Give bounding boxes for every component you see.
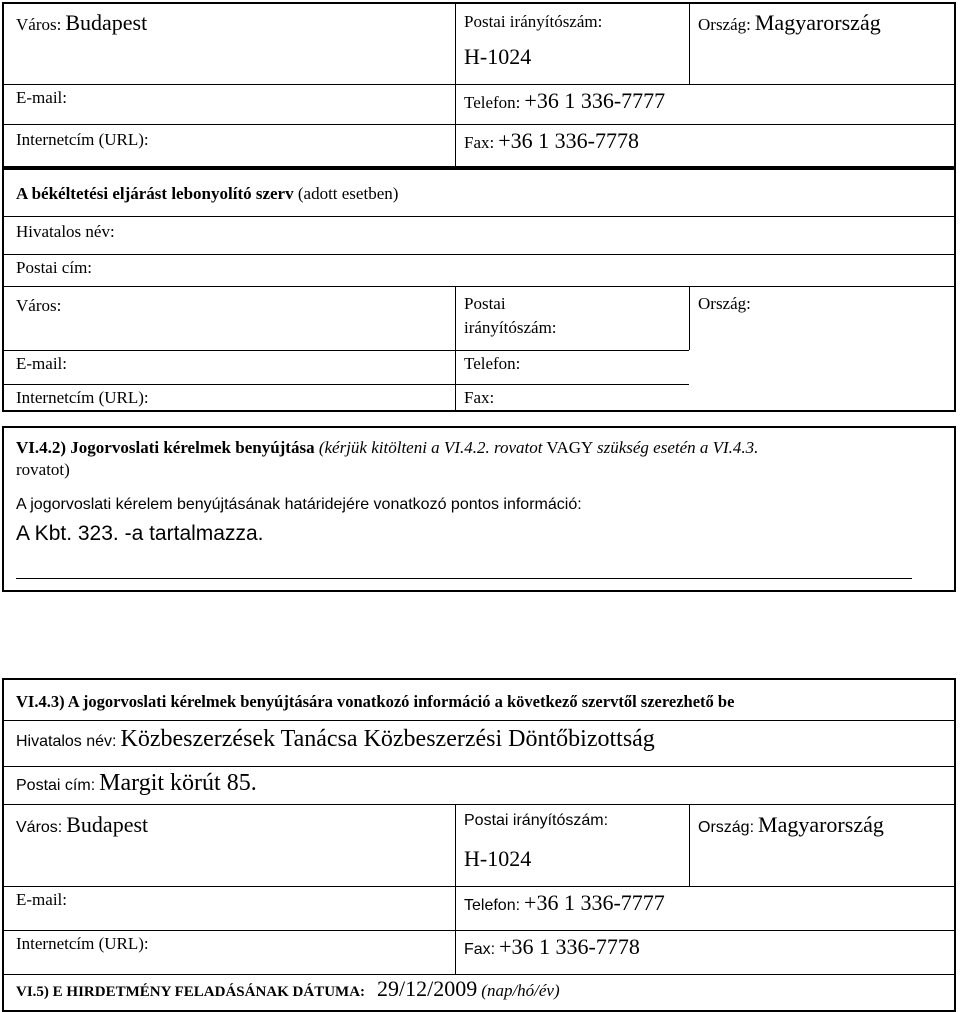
mediation-body-block xyxy=(2,168,956,412)
country-label: Ország: xyxy=(698,294,751,313)
fax-label: Fax: xyxy=(464,388,495,407)
official-name-label: Hivatalos név: xyxy=(16,733,117,750)
city-field xyxy=(16,10,147,36)
deadline-info-value-2: -a tartalmazza. xyxy=(124,522,264,545)
postal-code-value: H-1024 xyxy=(464,44,532,69)
url-label: Internetcím (URL): xyxy=(16,934,149,953)
url-label: Internetcím (URL): xyxy=(16,130,149,149)
info-source-block xyxy=(2,678,956,1012)
city-value: Budapest xyxy=(65,10,148,35)
heading-line-2: rovatot) xyxy=(16,460,70,479)
official-name-field xyxy=(16,726,655,753)
fax-field xyxy=(464,128,639,154)
postal-code-label-1: Postai xyxy=(464,294,506,313)
phone-label: Telefon: xyxy=(464,897,521,914)
phone-field xyxy=(464,88,665,114)
city-field xyxy=(16,812,148,838)
official-name-value: Közbeszerzések Tanácsa Közbeszerzési Döntőbizottság xyxy=(120,726,655,752)
country-label: Ország: xyxy=(698,15,751,34)
official-name-label: Hivatalos név: xyxy=(16,222,115,241)
heading-italic-1: (kérjük kitölteni a VI.4.2. rovatot xyxy=(318,438,543,457)
url-label: Internetcím (URL): xyxy=(16,388,149,407)
email-label: E-mail: xyxy=(16,890,67,909)
heading-italic-2: szükség esetén a VI.4.3. xyxy=(596,438,759,457)
fax-value: +36 1 336-7778 xyxy=(499,934,640,959)
country-field xyxy=(698,10,881,36)
mediation-title-bold: A békéltetési eljárást lebonyolító szerv xyxy=(16,184,294,203)
postal-address-label: Postai cím: xyxy=(16,777,96,794)
postal-address-label: Postai cím: xyxy=(16,258,93,277)
city-label: Város: xyxy=(16,296,62,315)
city-label: Város: xyxy=(16,819,63,836)
deadline-info-value-1: A Kbt. 323. xyxy=(16,522,119,545)
postal-address-value: Margit körút 85. xyxy=(99,770,257,796)
deadline-info-label: A jogorvoslati kérelem benyújtásának határidejére vonatkozó pontos információ: xyxy=(16,496,582,513)
email-label: E-mail: xyxy=(16,88,67,107)
dispatch-date-label: VI.5) E HIRDETMÉNY FELADÁSÁNAK DÁTUMA: xyxy=(16,984,366,1000)
mediation-title-rest: (adott esetben) xyxy=(297,184,399,203)
dispatch-date-value: 29/12/2009 xyxy=(377,976,478,1001)
answer-line xyxy=(16,578,912,579)
city-label: Város: xyxy=(16,15,62,34)
city-value: Budapest xyxy=(66,812,149,837)
country-value: Magyarország xyxy=(758,812,884,837)
postal-address-field xyxy=(16,770,257,797)
fax-label: Fax: xyxy=(464,941,496,958)
section-heading-vi42 xyxy=(16,438,758,458)
heading-or: VAGY xyxy=(546,438,593,457)
contact-block-top xyxy=(2,2,956,168)
phone-value: +36 1 336-7777 xyxy=(524,890,665,915)
phone-label: Telefon: xyxy=(464,354,521,373)
postal-code-value: H-1024 xyxy=(464,846,532,871)
section-heading-vi43: VI.4.3) A jogorvoslati kérelmek benyújtására vonatkozó információ a következő szervtől szerezhető be xyxy=(16,692,735,711)
review-submission-block xyxy=(2,426,956,592)
dispatch-date-format: (nap/hó/év) xyxy=(481,981,560,1000)
deadline-info-value xyxy=(16,522,263,546)
mediation-title xyxy=(16,184,398,204)
country-value: Magyarország xyxy=(754,10,881,35)
postal-code-label-2: irányítószám: xyxy=(464,318,557,337)
fax-label: Fax: xyxy=(464,133,495,152)
dispatch-date-field xyxy=(16,976,560,1002)
fax-field xyxy=(464,934,640,960)
postal-code-label: Postai irányítószám: xyxy=(464,812,609,829)
fax-value: +36 1 336-7778 xyxy=(498,128,639,153)
phone-value: +36 1 336-7777 xyxy=(524,88,666,113)
heading-bold: VI.4.2) Jogorvoslati kérelmek benyújtása xyxy=(16,438,315,457)
country-label: Ország: xyxy=(698,819,755,836)
postal-code-label: Postai irányítószám: xyxy=(464,12,603,31)
phone-field xyxy=(464,890,665,916)
email-label: E-mail: xyxy=(16,354,67,373)
phone-label: Telefon: xyxy=(464,93,521,112)
country-field xyxy=(698,812,884,838)
